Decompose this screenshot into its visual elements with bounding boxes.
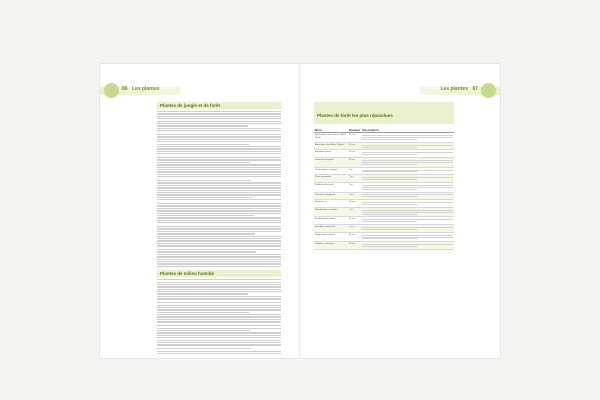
plant-height: 60 cm xyxy=(348,232,361,242)
table-row xyxy=(314,183,454,193)
text-line xyxy=(157,335,281,336)
text-line xyxy=(157,185,281,186)
text-line xyxy=(362,237,453,238)
text-line xyxy=(362,179,416,180)
text-line xyxy=(157,116,281,117)
text-line xyxy=(157,222,281,223)
right-page-number: 87 xyxy=(472,86,478,92)
text-line xyxy=(362,154,416,155)
text-line xyxy=(157,302,281,303)
plant-height: 1 m xyxy=(348,167,361,175)
plant-name: Schefflera arboricola xyxy=(314,225,348,233)
text-line xyxy=(157,171,281,172)
table-row xyxy=(314,133,454,143)
table-title-box xyxy=(314,102,454,124)
right-page-header xyxy=(420,83,500,98)
text-line xyxy=(157,164,281,165)
plant-height: 1 m xyxy=(348,183,361,193)
right-running-title: Les plantes xyxy=(440,86,468,92)
text-line xyxy=(157,215,254,216)
text-line xyxy=(362,235,453,236)
plant-name: Ficus benjamina xyxy=(314,175,348,183)
plant-description xyxy=(361,217,454,225)
table-row xyxy=(314,167,454,175)
text-line xyxy=(157,279,281,280)
text-line xyxy=(362,229,416,230)
plant-name: Spathiphyllum wallisii xyxy=(314,217,348,225)
text-line xyxy=(157,263,281,264)
text-line xyxy=(157,328,281,329)
text-line xyxy=(157,348,251,349)
text-line xyxy=(157,321,281,322)
text-line xyxy=(157,159,281,160)
text-line xyxy=(157,130,281,131)
plant-name: Chamaedorea elegans xyxy=(314,167,348,175)
text-line xyxy=(157,298,281,299)
page-tab-circle xyxy=(104,83,119,98)
text-line xyxy=(362,246,416,247)
text-line xyxy=(157,259,281,260)
text-line xyxy=(157,316,281,317)
text-line xyxy=(157,238,281,239)
text-line xyxy=(362,204,416,205)
text-line xyxy=(362,210,453,211)
body-text xyxy=(157,279,281,354)
table-row xyxy=(314,192,454,200)
text-line xyxy=(157,226,281,227)
section-heading: Plantes de milieu humide xyxy=(157,270,281,277)
text-line xyxy=(362,185,453,186)
table-row xyxy=(314,175,454,183)
text-line xyxy=(157,113,281,114)
text-line xyxy=(157,174,281,175)
plant-description xyxy=(361,242,454,250)
text-line xyxy=(157,125,248,126)
plant-description xyxy=(361,142,454,150)
text-line xyxy=(362,187,453,188)
page-tab-circle xyxy=(481,83,496,98)
section-heading: Plantes de jungle et de forêt xyxy=(157,102,281,109)
text-line xyxy=(157,289,281,290)
text-line xyxy=(362,162,453,163)
text-line xyxy=(157,228,281,229)
table-row xyxy=(314,207,454,217)
left-page-number: 86 xyxy=(122,86,128,92)
text-line xyxy=(157,139,281,140)
text-line xyxy=(157,118,281,119)
text-line xyxy=(157,121,281,122)
text-line xyxy=(157,243,281,244)
text-line xyxy=(362,227,453,228)
text-line xyxy=(157,162,250,163)
plant-height: 40 cm xyxy=(348,133,361,143)
plant-name: Aspidistra elatior xyxy=(314,150,348,158)
plant-height: 40 cm xyxy=(348,158,361,168)
table-row xyxy=(314,158,454,168)
text-line xyxy=(157,187,281,188)
text-line xyxy=(157,144,249,145)
text-line xyxy=(157,210,281,211)
text-line xyxy=(157,353,281,354)
plant-height: 60 cm xyxy=(348,150,361,158)
text-line xyxy=(157,266,281,267)
text-line xyxy=(157,319,281,320)
plant-description xyxy=(361,192,454,200)
text-line xyxy=(362,177,453,178)
plant-description xyxy=(361,158,454,168)
text-line xyxy=(157,309,281,310)
plants-table xyxy=(314,127,454,250)
table-title: Plantes de forêt les plus répandues xyxy=(317,113,393,118)
plant-height: 60 cm xyxy=(348,142,361,150)
table-row xyxy=(314,200,454,208)
text-line xyxy=(157,208,281,209)
plant-height: 2 m xyxy=(348,207,361,217)
text-line xyxy=(157,194,281,195)
text-line xyxy=(157,217,281,218)
text-line xyxy=(157,199,281,200)
plant-description xyxy=(361,207,454,217)
text-line xyxy=(157,240,281,241)
text-line xyxy=(157,136,281,137)
text-line xyxy=(157,146,281,147)
text-line xyxy=(157,296,281,297)
text-line xyxy=(157,325,281,326)
text-line xyxy=(157,261,281,262)
text-line xyxy=(362,202,453,203)
text-line xyxy=(362,139,416,140)
book-spread xyxy=(100,64,500,358)
plant-name: Dieffenbachia picta xyxy=(314,183,348,193)
text-line xyxy=(362,238,416,239)
text-line xyxy=(157,213,281,214)
text-line xyxy=(157,344,281,345)
text-line xyxy=(157,233,255,234)
table-row xyxy=(314,150,454,158)
plant-description xyxy=(361,225,454,233)
text-line xyxy=(157,291,281,292)
plant-description xyxy=(361,133,454,143)
text-line xyxy=(362,214,416,215)
text-line xyxy=(362,152,453,153)
text-line xyxy=(157,111,281,112)
plant-name: Nephrolepis exaltata xyxy=(314,232,348,242)
left-page-body xyxy=(157,102,281,356)
right-page-body xyxy=(314,102,454,250)
text-line xyxy=(157,351,281,352)
text-line xyxy=(157,342,281,343)
column-header: Hauteur xyxy=(349,127,361,132)
plant-description xyxy=(361,200,454,208)
plant-name: Dracaena marginata xyxy=(314,192,348,200)
left-page-header xyxy=(100,83,180,98)
text-line xyxy=(157,286,281,287)
text-line xyxy=(157,167,281,168)
text-line xyxy=(362,189,416,190)
table-row xyxy=(314,242,454,250)
plant-height: 2 m xyxy=(348,175,361,183)
table-row xyxy=(314,225,454,233)
plant-name: Aglaonema commutatum 'White Rajah' xyxy=(314,133,348,143)
page-gutter xyxy=(299,64,301,358)
text-line xyxy=(362,145,453,146)
text-line xyxy=(157,245,281,246)
text-line xyxy=(157,169,281,170)
table-row xyxy=(314,142,454,150)
plant-name: Begonia rex xyxy=(314,200,348,208)
left-running-title: Les plantes xyxy=(132,86,160,92)
text-line xyxy=(157,340,281,341)
text-line xyxy=(362,194,453,195)
plant-name: Guzmania lingulata xyxy=(314,158,348,168)
column-header: Nom xyxy=(314,127,348,133)
text-line xyxy=(362,170,453,171)
plant-description xyxy=(361,167,454,175)
text-line xyxy=(157,128,281,129)
text-line xyxy=(362,137,453,138)
body-text xyxy=(157,111,281,267)
text-line xyxy=(157,151,281,152)
text-line xyxy=(157,153,281,154)
plant-height: 50 cm xyxy=(348,242,361,250)
text-line xyxy=(157,293,248,294)
text-line xyxy=(157,205,281,206)
text-line xyxy=(157,197,252,198)
text-line xyxy=(157,330,250,331)
plant-height: 1,5 m xyxy=(348,225,361,233)
text-line xyxy=(157,123,281,124)
text-line xyxy=(362,135,453,136)
text-line xyxy=(157,251,256,252)
text-line xyxy=(362,196,416,197)
text-line xyxy=(157,254,281,255)
plant-description xyxy=(361,150,454,158)
plant-height: 40 cm xyxy=(348,217,361,225)
text-line xyxy=(157,337,281,338)
plant-description xyxy=(361,183,454,193)
column-header: Description xyxy=(361,127,454,133)
plant-name: Asparagus densiflorus 'Myersii' xyxy=(314,142,348,150)
text-line xyxy=(362,219,453,220)
text-line xyxy=(157,180,251,181)
text-line xyxy=(157,236,281,237)
text-line xyxy=(157,148,281,149)
text-line xyxy=(157,314,281,315)
plant-description xyxy=(361,232,454,242)
text-line xyxy=(157,141,281,142)
text-line xyxy=(157,157,281,158)
text-line xyxy=(157,312,249,313)
text-line xyxy=(157,176,281,177)
text-line xyxy=(362,171,416,172)
text-line xyxy=(157,332,281,333)
plant-description xyxy=(361,175,454,183)
table-row xyxy=(314,232,454,242)
plant-height: 2 m xyxy=(348,192,361,200)
text-line xyxy=(157,192,281,193)
text-line xyxy=(362,244,453,245)
text-line xyxy=(362,147,416,148)
text-line xyxy=(157,282,281,283)
plant-height: 30 cm xyxy=(348,200,361,208)
text-line xyxy=(157,249,281,250)
text-line xyxy=(362,212,453,213)
text-line xyxy=(157,231,281,232)
text-line xyxy=(157,220,281,221)
text-line xyxy=(157,256,281,257)
table-row xyxy=(314,217,454,225)
text-line xyxy=(157,190,281,191)
text-line xyxy=(157,305,281,306)
text-line xyxy=(157,203,281,204)
text-line xyxy=(157,182,281,183)
text-line xyxy=(362,221,416,222)
plant-name: Calathea makoyana xyxy=(314,242,348,250)
text-line xyxy=(362,160,453,161)
text-line xyxy=(157,284,281,285)
text-line xyxy=(157,134,281,135)
text-line xyxy=(362,164,416,165)
plant-name: Philodendron scandens xyxy=(314,207,348,217)
text-line xyxy=(157,307,281,308)
